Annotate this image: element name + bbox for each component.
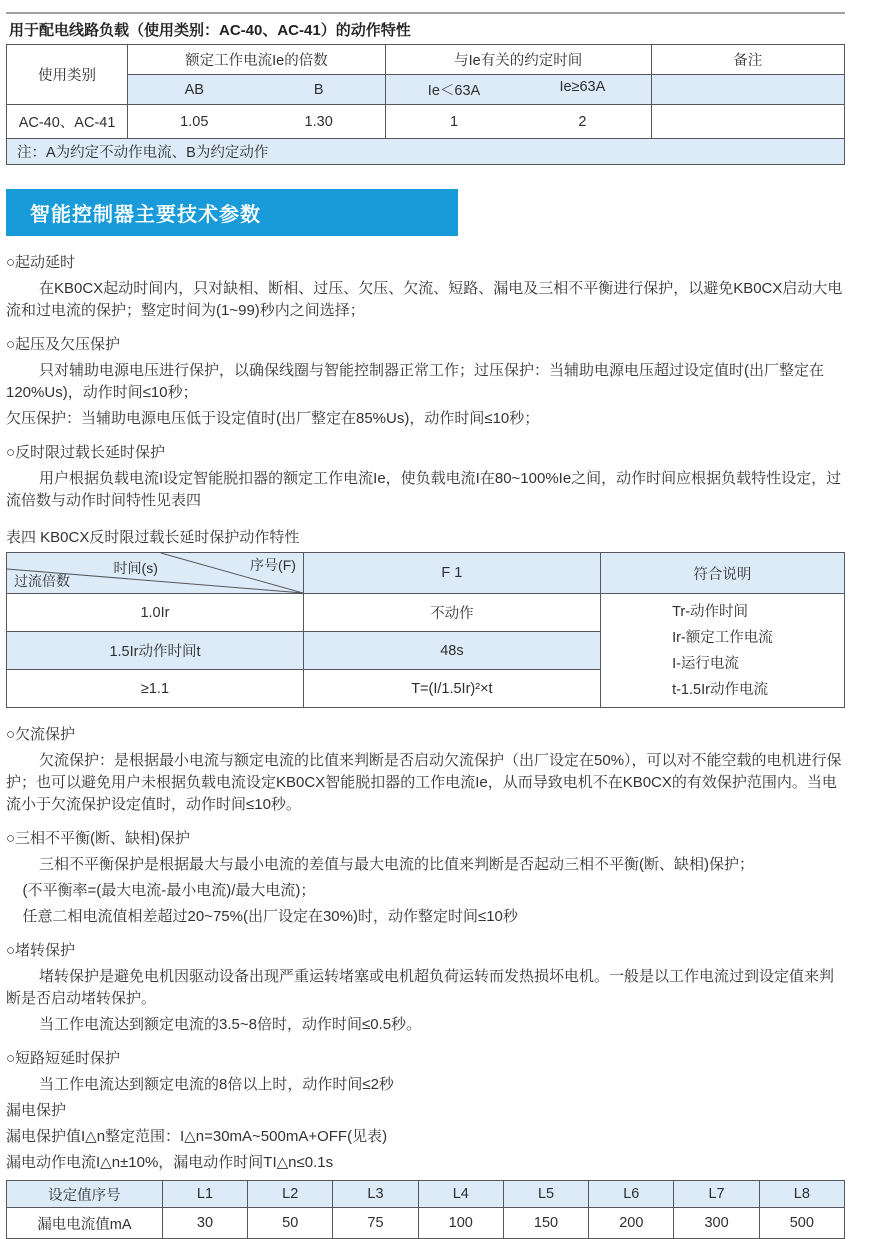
header-cell: L4 [418, 1181, 503, 1208]
remark-header: 备注 [651, 45, 844, 75]
header-cell: L6 [589, 1181, 674, 1208]
diagonal-header-cell [7, 553, 304, 594]
section-paragraph: 欠流保护：是根据最小电流与额定电流的比值来判断是否启动欠流保护（出厂设定在50%），可以对不能空载的电机进行保护；也可以避免用户未根据负载电流设定KB0CX智能脱扣器的工作电流Ie，从而导致电机不在KB0CX的有效保护范围内。当电流小于欠流保护设定值时，动作时间≤10秒。 [6, 752, 842, 813]
value-cell: 50 [248, 1208, 333, 1239]
banner-title: 智能控制器主要技术参数 [30, 204, 261, 226]
value-cell: 漏电电流值mA [7, 1208, 163, 1239]
table4-header-row [7, 553, 845, 594]
row-label: 1.5Ir动作时间t [7, 632, 304, 670]
multiples-values-cell [128, 105, 386, 139]
row-label: 1.0Ir [7, 594, 304, 632]
table4-row [7, 594, 845, 632]
sub-label-lt63: Ie＜63A [427, 83, 481, 99]
section-heading: ○起压及欠压保护 [6, 336, 121, 353]
legend-line: Tr-动作时间 [672, 603, 749, 620]
section-paragraph: 用户根据负载电流I设定智能脱扣器的额定工作电流Ie，使负载电流I在80~100%Ie之间，动作时间应根据负载特性设定，过流倍数与动作时间特性见表四 [6, 470, 842, 509]
section-paragraph: 欠压保护：当辅助电源电压低于设定值时(出厂整定在85%Us)，动作时间≤10秒； [6, 410, 540, 427]
section-heading: ○堵转保护 [6, 942, 76, 959]
section-heading: ○三相不平衡(断、缺相)保护 [6, 830, 191, 847]
section-paragraph: 漏电保护值I△n整定范围：I△n=30mA~500mA+OFF(见表) [6, 1128, 388, 1145]
value-b: 1.30 [304, 113, 333, 130]
time-value-1: 1 [449, 113, 459, 130]
diag-label-time: 时间(s) [113, 560, 158, 576]
row-value: T=(I/1.5Ir)²×t [303, 670, 600, 708]
legend-line: t-1.5Ir动作电流 [672, 681, 768, 698]
section-paragraph: 当工作电流达到额定电流的3.5~8倍时，动作时间≤0.5秒。 [39, 1016, 422, 1033]
leakage-header-row [7, 1181, 845, 1208]
category-cell: AC-40、AC-41 [7, 105, 128, 139]
section-paragraph: 堵转保护是避免电机因驱动设备出现严重运转堵塞或电机超负荷运转而发热损坏电机。一般是以工作电流过到设定值来判断是否启动堵转保护。 [6, 968, 835, 1007]
table-subheader-row [7, 75, 845, 105]
section-paragraph: 三相不平衡保护是根据最大与最小电流的差值与最大电流的比值来判断是否起动三相不平衡(断、缺相)保护； [39, 856, 754, 873]
symbol-legend-cell [600, 594, 844, 708]
leakage-current-table [6, 1180, 845, 1239]
section-paragraph: 漏电动作电流I△n±10%，漏电动作时间TI△n≤0.1s [6, 1154, 334, 1171]
legend-line: Ir-额定工作电流 [672, 629, 773, 646]
header-cell: L2 [248, 1181, 333, 1208]
value-cell: 30 [162, 1208, 247, 1239]
section-paragraph: 当工作电流达到额定电流的8倍以上时，动作时间≤2秒 [39, 1076, 394, 1093]
value-cell: 200 [589, 1208, 674, 1239]
table-header-row [7, 45, 845, 75]
remark-sub-cell [651, 75, 844, 105]
sub-label-ab: AB [184, 81, 204, 98]
row-value: 不动作 [303, 594, 600, 632]
section-heading: ○欠流保护 [6, 726, 76, 743]
section-banner [6, 189, 458, 236]
header-cell: L5 [503, 1181, 588, 1208]
value-cell: 75 [333, 1208, 418, 1239]
remark-cell [651, 105, 844, 139]
table-note: 注：A为约定不动作电流、B为约定动作 [7, 139, 845, 165]
f1-column-header: F 1 [303, 553, 600, 594]
section-heading: ○起动延时 [6, 254, 76, 271]
value-a: 1.05 [180, 113, 209, 130]
section-paragraph: (不平衡率=(最大电流-最小电流)/最大电流)； [22, 882, 316, 899]
section-heading: ○反时限过载长延时保护 [6, 444, 166, 461]
value-cell: 500 [759, 1208, 844, 1239]
sub-label-gte63: Ie≥63A [559, 79, 606, 95]
ac-characteristics-table [6, 44, 845, 165]
table-row [7, 105, 845, 139]
section-paragraph: 只对辅助电源电压进行保护，以确保线圈与智能控制器正常工作；过压保护：当辅助电源电压超过设定值时(出厂整定在120%Us)，动作时间≤10秒； [6, 362, 825, 401]
section-paragraph: 任意二相电流值相差超过20~75%(出厂设定在30%)时，动作整定时间≤10秒 [22, 908, 518, 925]
description-column-header: 符合说明 [600, 553, 844, 594]
agreed-time-header: 与Ie有关的约定时间 [385, 45, 651, 75]
sub-label-b: B [313, 81, 324, 98]
current-multiples-header: 额定工作电流Ie的倍数 [128, 45, 386, 75]
top-table-title: 用于配电线路负载（使用类别：AC-40、AC-41）的动作特性 [6, 12, 845, 44]
value-cell: 150 [503, 1208, 588, 1239]
diag-label-sequence: 序号(F) [250, 557, 296, 573]
time-values-cell [385, 105, 651, 139]
time-sub-cell [385, 75, 651, 105]
diag-label-multiple: 过流倍数 [14, 573, 70, 589]
sections-group-a [6, 252, 845, 512]
leakage-value-row [7, 1208, 845, 1239]
header-cell: L3 [333, 1181, 418, 1208]
table-note-row [7, 139, 845, 165]
usage-category-header: 使用类别 [7, 45, 128, 105]
row-label: ≥1.1 [7, 670, 304, 708]
multiples-sub-cell [128, 75, 386, 105]
value-cell: 300 [674, 1208, 759, 1239]
header-cell: 设定值序号 [7, 1181, 163, 1208]
table4-caption: 表四 KB0CX反时限过载长延时保护动作特性 [6, 529, 300, 546]
header-cell: L7 [674, 1181, 759, 1208]
sections-group-b [6, 724, 845, 1174]
section-paragraph: 在KB0CX起动时间内，只对缺相、断相、过压、欠压、欠流、短路、漏电及三相不平衡进行保护，以避免KB0CX启动大电流和过电流的保护；整定时间为(1~99)秒内之间选择； [6, 280, 843, 319]
header-cell: L8 [759, 1181, 844, 1208]
overload-protection-table [6, 552, 845, 708]
legend-line: I-运行电流 [672, 655, 739, 672]
row-value: 48s [303, 632, 600, 670]
time-value-2: 2 [578, 113, 587, 130]
value-cell: 100 [418, 1208, 503, 1239]
section-paragraph: 漏电保护 [6, 1102, 67, 1119]
header-cell: L1 [162, 1181, 247, 1208]
section-heading: ○短路短延时保护 [6, 1050, 121, 1067]
